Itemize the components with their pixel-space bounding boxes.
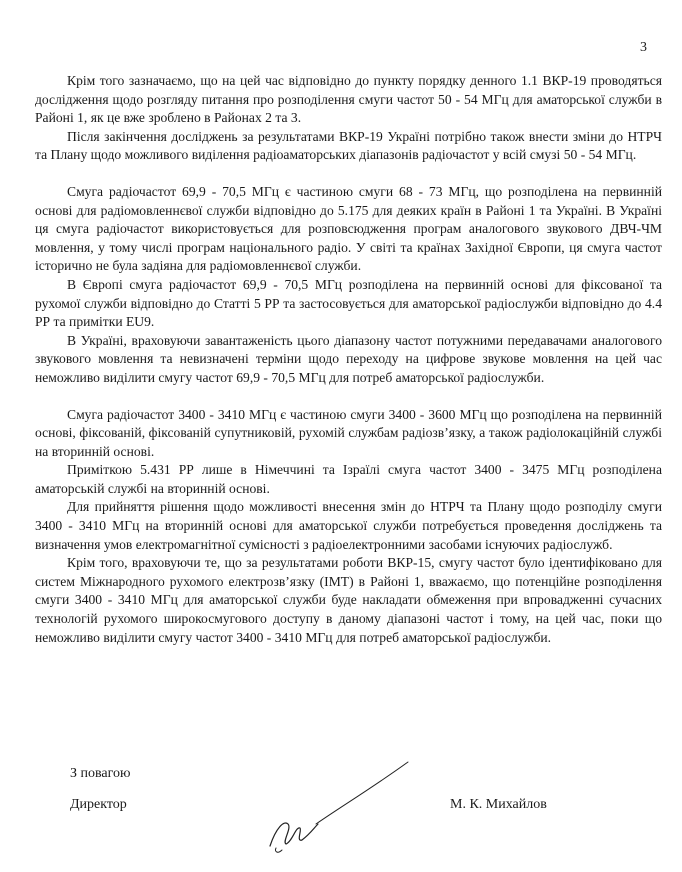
handwritten-signature xyxy=(262,758,412,858)
paragraph: Для прийняття рішення щодо можливості внесення змін до НТРЧ та Плану щодо розподілу смуги 3400 - 3410 МГц на вторинній основі для аматорської служби потребується проведення досліджень та визначення умов електромагнітної сумісності з радіоелектронними засобами існуючих радіослужб. xyxy=(35,499,662,552)
page-number: 3 xyxy=(640,40,647,55)
signer-position: Директор xyxy=(70,797,127,812)
letter-body xyxy=(35,72,662,647)
paragraph: Крім того, враховуючи те, що за результатами роботи ВКР-15, смугу частот було ідентифіковано для систем Міжнародного рухомого електрозв’язку (IMT) в Районі 1, вважаємо, що потенційне розподілення смуги 3400 - 3410 МГц для аматорської служби буде накладати обмеження при впровадженні сучасних технологій рухомого широкосмугового доступу в даному діапазоні частот і тому, на цей час, поки що неможливо виділити смугу частот 3400 - 3410 МГц для потреб аматорської радіослужби. xyxy=(35,555,662,645)
paragraph: Приміткою 5.431 РР лише в Німеччині та Ізраїлі смуга частот 3400 - 3475 МГц розподілена аматорській службі на вторинній основі. xyxy=(35,462,662,496)
paragraph: Після закінчення досліджень за результатами ВКР-19 Україні потрібно також внести зміни до НТРЧ та Плану щодо можливого виділення радіоаматорських діапазонів радіочастот у всій смузі 50 - 54 МГц. xyxy=(35,128,662,163)
paragraph: В Україні, враховуючи завантаженість цього діапазону частот потужними передавачами аналогового звукового мовлення та невизначені терміни щодо переходу на цифрове звукове мовлення на цей час неможливо виділити смугу частот 69,9 - 70,5 МГц для потреб аматорської радіослужби. xyxy=(35,332,662,385)
paragraph: Крім того зазначаємо, що на цей час відповідно до пункту порядку денного 1.1 ВКР-19 проводяться дослідження щодо розгляду питання про розподілення смуги частот 50 - 54 МГц для аматорської служби в Районі 1, як це вже зроблено в Районах 2 та 3. xyxy=(35,73,662,126)
signer-name: М. К. Михайлов xyxy=(450,797,547,812)
paragraph: Смуга радіочастот 3400 - 3410 МГц є частиною смуги 3400 - 3600 МГц що розподілена на первинній основі, фіксованій, фіксованій супутниковій, рухомій службам радіозв’язку, а також радіолокаційній службі на вторинній основі. xyxy=(35,406,662,459)
paragraph: Смуга радіочастот 69,9 - 70,5 МГц є частиною смуги 68 - 73 МГц, що розподілена на первинній основі для радіомовленнєвої служби відповідно до 5.175 для деяких країн в Районі 1 та Україні. В Україні ця смуга радіочастот використовується для розповсюдження програм аналогового звукового ДВЧ-ЧМ мовлення, у тому числі програм національного радіо. У світі та країнах Західної Європи, ця смуга частот історично не була задіяна для радіомовленнєвої служби. xyxy=(35,183,662,274)
paragraph: В Європі смуга радіочастот 69,9 - 70,5 МГц розподілена на первинній основі для фіксованої та рухомої служби відповідно до Статті 5 РР та застосовується для аматорської радіослужби відповідно до 4.4 РР та примітки EU9. xyxy=(35,276,662,330)
closing-regards: З повагою xyxy=(70,766,131,781)
